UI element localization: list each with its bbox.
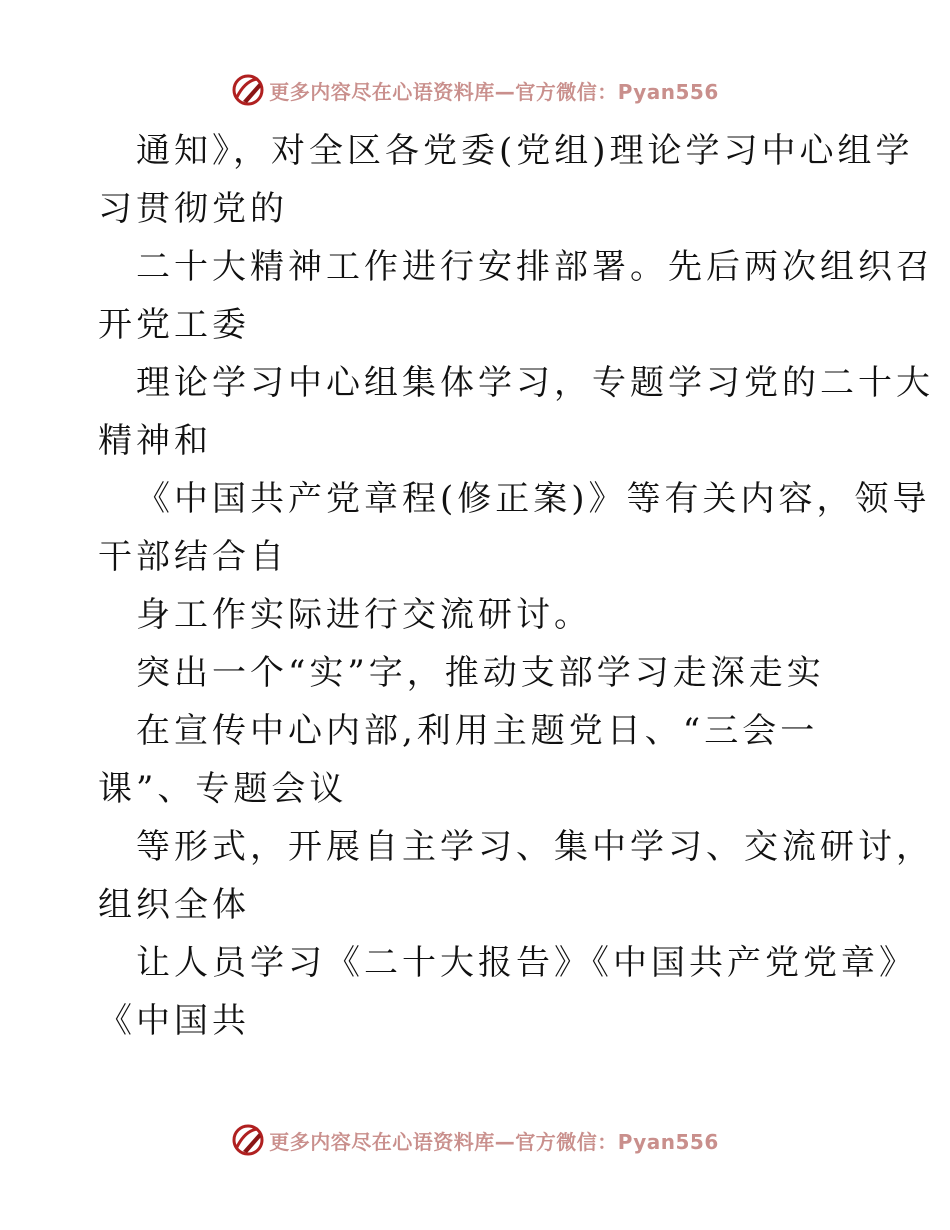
document-body: [98, 122, 934, 1050]
text-line: 课”、专题会议: [98, 769, 348, 809]
pen-logo-icon: [231, 1123, 265, 1157]
text-line: 在宣传中心内部,利用主题党日、“三会一: [136, 711, 819, 751]
text-line: 理论学习中心组集体学习，专题学习党的二十大: [136, 363, 934, 403]
text-line: 身工作实际进行交流研讨。: [136, 595, 592, 635]
text-line: 二十大精神工作进行安排部署。先后两次组织召: [136, 247, 934, 287]
text-line: 等形式，开展自主学习、集中学习、交流研讨，: [136, 827, 934, 867]
footer-watermark-banner: [0, 1120, 950, 1160]
text-line: 让人员学习《二十大报告》《中国共产党党章》: [136, 943, 917, 983]
text-line: 干部结合自: [98, 537, 288, 577]
text-line: 组织全体: [98, 885, 250, 925]
text-line: 《中国共产党章程(修正案)》等有关内容，领导: [136, 479, 931, 519]
header-watermark-text: 更多内容尽在心语资料库—官方微信：Pyan556: [269, 79, 719, 104]
pen-logo-icon: [231, 73, 265, 107]
text-line: 《中国共: [98, 1001, 250, 1041]
footer-watermark-text: 更多内容尽在心语资料库—官方微信：Pyan556: [269, 1129, 719, 1154]
section-heading: 突出一个“实”字，推动支部学习走深走实: [136, 653, 825, 693]
text-line: 通知》，对全区各党委(党组)理论学习中心组学: [136, 131, 914, 171]
text-line: 精神和: [98, 421, 212, 461]
text-line: 开党工委: [98, 305, 250, 345]
text-line: 习贯彻党的: [98, 189, 288, 229]
header-watermark-banner: [0, 70, 950, 110]
